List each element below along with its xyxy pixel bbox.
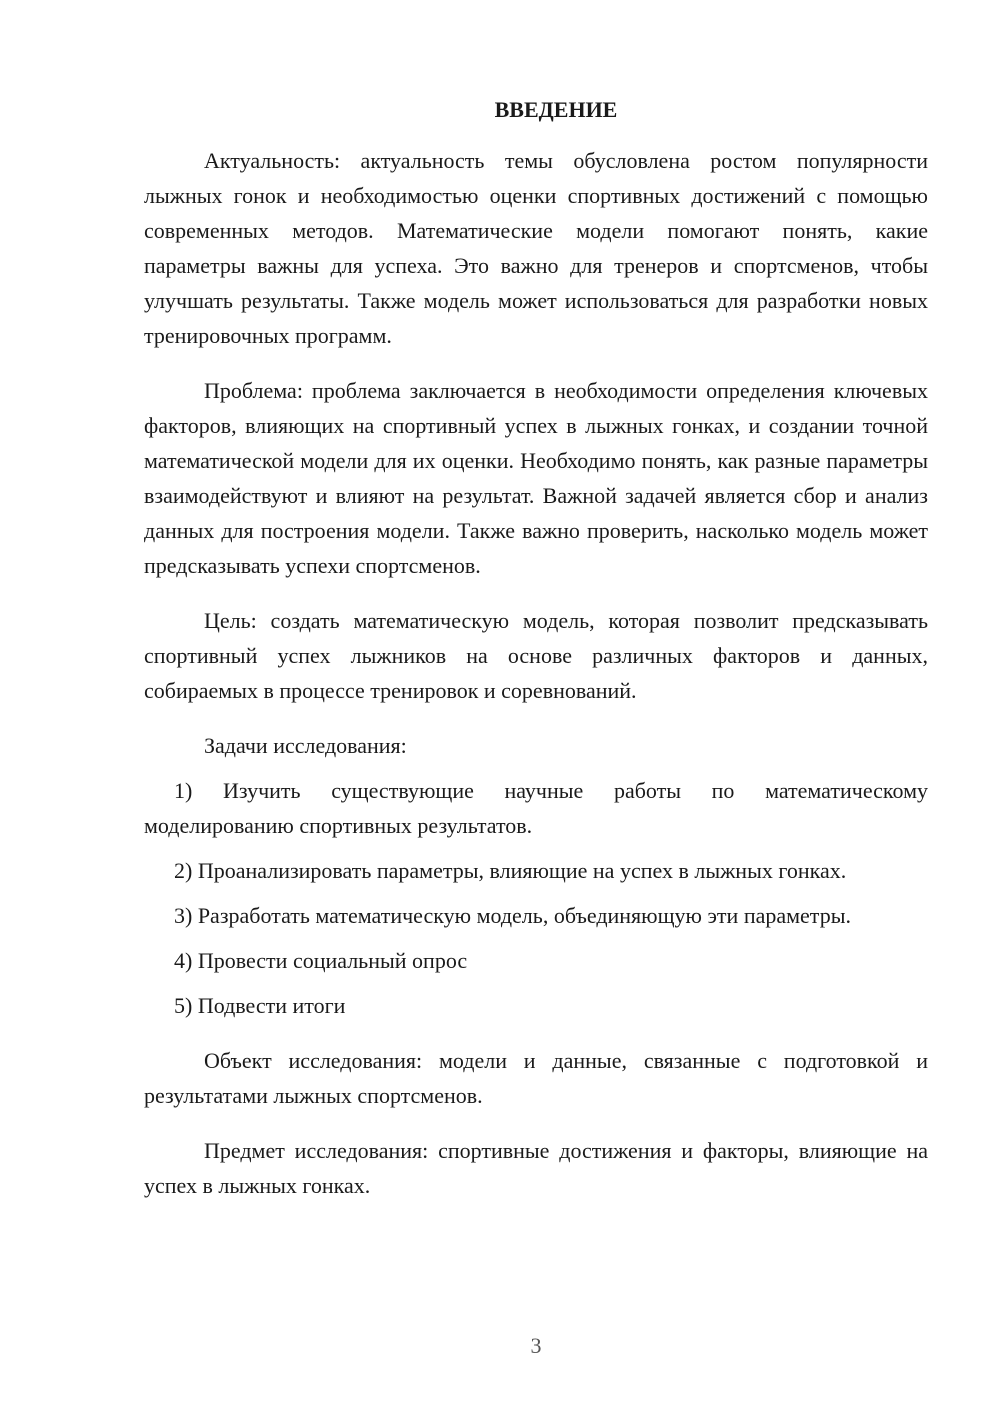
task-list bbox=[144, 773, 928, 1023]
list-item: 3) Разработать математическую модель, объединяющую эти параметры. bbox=[174, 903, 851, 928]
page-number: 3 bbox=[530, 1333, 542, 1358]
paragraph-goal: Цель: создать математическую модель, которая позволит предсказывать спортивный успех лыжников на основе различных факторов и данных, собираемых в процессе тренировок и соревнований. bbox=[144, 608, 928, 703]
page-content bbox=[144, 92, 928, 1203]
list-item: 1) Изучить существующие научные работы по математическому моделированию спортивных результатов. bbox=[144, 778, 928, 838]
list-item: 2) Проанализировать параметры, влияющие на успех в лыжных гонках. bbox=[174, 858, 847, 883]
paragraph-problem: Проблема: проблема заключается в необходимости определения ключевых факторов, влияющих на спортивный успех в лыжных гонках, и создании точной математической модели для их оценки. Необходимо понять, как разные параметры взаимодействуют и влияют на результат. Важной задачей является сбор и анализ данных для построения модели. Также важно проверить, насколько модель может предсказывать успехи спортсменов. bbox=[144, 378, 928, 578]
paragraph-relevance: Актуальность: актуальность темы обусловлена ростом популярности лыжных гонок и необходимостью оценки спортивных достижений с помощью современных методов. Математические модели помогают понять, какие параметры важны для успеха. Это важно для тренеров и спортсменов, чтобы улучшать результаты. Также модель может использоваться для разработки новых тренировочных программ. bbox=[144, 148, 928, 348]
paragraph-subject: Предмет исследования: спортивные достижения и факторы, влияющие на успех в лыжных гонках. bbox=[144, 1138, 928, 1198]
tasks-heading: Задачи исследования: bbox=[204, 733, 407, 758]
paragraph-object: Объект исследования: модели и данные, связанные с подготовкой и результатами лыжных спортсменов. bbox=[144, 1048, 928, 1108]
list-item: 4) Провести социальный опрос bbox=[174, 948, 468, 973]
list-item: 5) Подвести итоги bbox=[174, 993, 346, 1018]
page-title: ВВЕДЕНИЕ bbox=[494, 97, 618, 122]
